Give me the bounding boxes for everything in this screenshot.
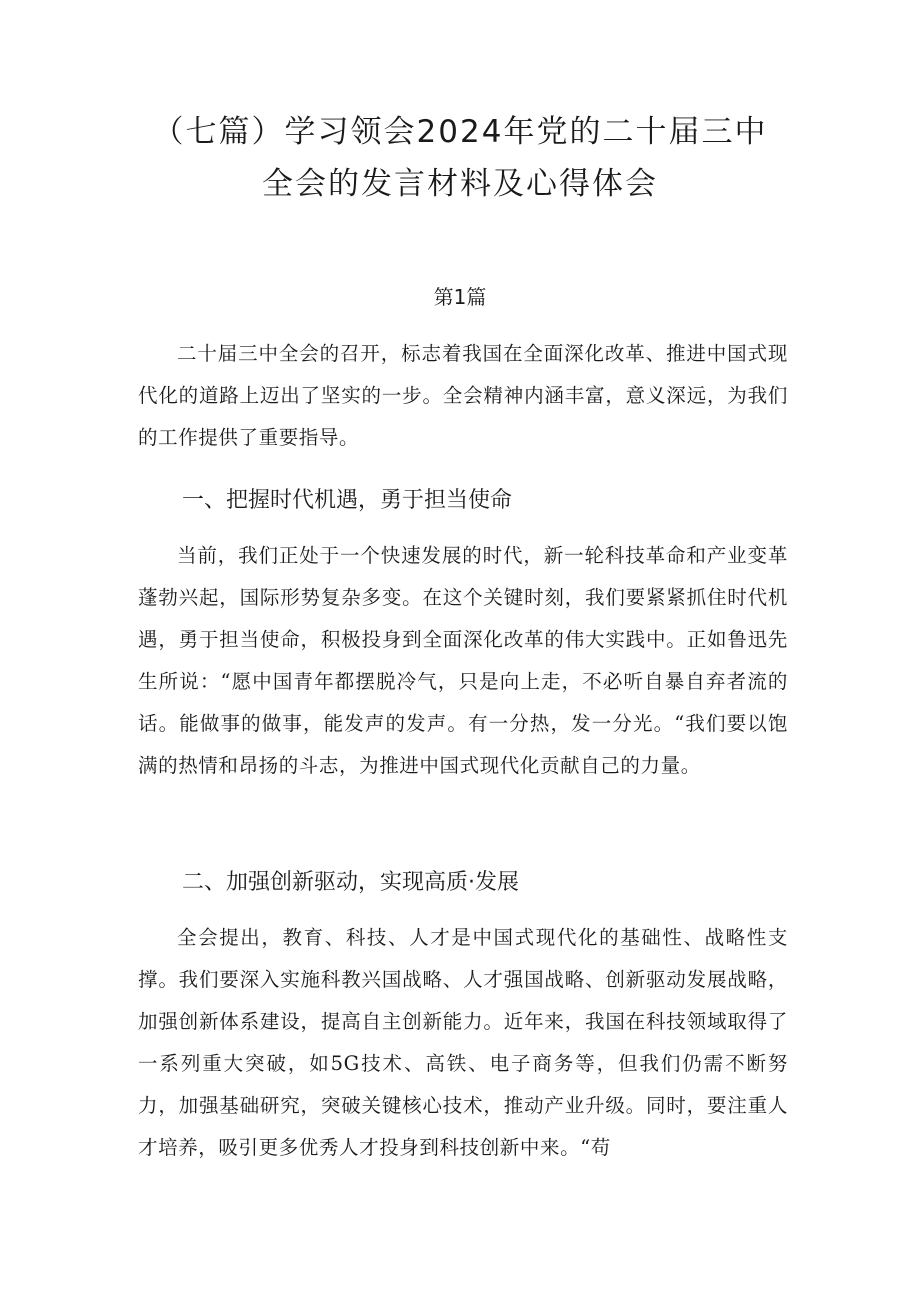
section-paragraph-1: 当前，我们正处于一个快速发展的时代，新一轮科技革命和产业变革蓬勃兴起，国际形势复杂多变。在这个关键时刻，我们要紧紧抓住时代机遇，勇于担当使命，积极投身到全面深化改革的伟大实践中。正如鲁迅先生所说：“愿中国青年都摆脱冷气，只是向上走，不必听自暴自弃者流的话。能做事的做事，能发声的发声。有一分热，发一分光。“我们要以饱满的热情和昂扬的斗志，为推进中国式现代化贡献自己的力量。: [138, 544, 788, 777]
section-heading-1: 一、把握时代机遇，勇于担当使命: [182, 488, 513, 513]
intro-paragraph: 二十届三中全会的召开，标志着我国在全面深化改革、推进中国式现代化的道路上迈出了坚实的一步。全会精神内涵丰富，意义深远，为我们的工作提供了重要指导。: [138, 342, 788, 449]
document-title-line-2: 全会的发言材料及心得体会: [262, 166, 658, 202]
part-label: 第1篇: [433, 285, 487, 309]
section-paragraph-2: 全会提出，教育、科技、人才是中国式现代化的基础性、战略性支撑。我们要深入实施科教兴国战略、人才强国战略、创新驱动发展战略，加强创新体系建设，提高自主创新能力。近年来，我国在科技领域取得了一系列重大突破，如5G技术、高铁、电子商务等，但我们仍需不断努力，加强基础研究，突破关键核心技术，推动产业升级。同时，要注重人才培养，吸引更多优秀人才投身到科技创新中来。“苟: [138, 926, 788, 1159]
section-heading-2: 二、加强创新驱动，实现高质·发展: [182, 870, 519, 895]
document-title-line-1: （七篇）学习领会2024年党的二十届三中: [152, 114, 768, 150]
document-title: [100, 106, 820, 210]
